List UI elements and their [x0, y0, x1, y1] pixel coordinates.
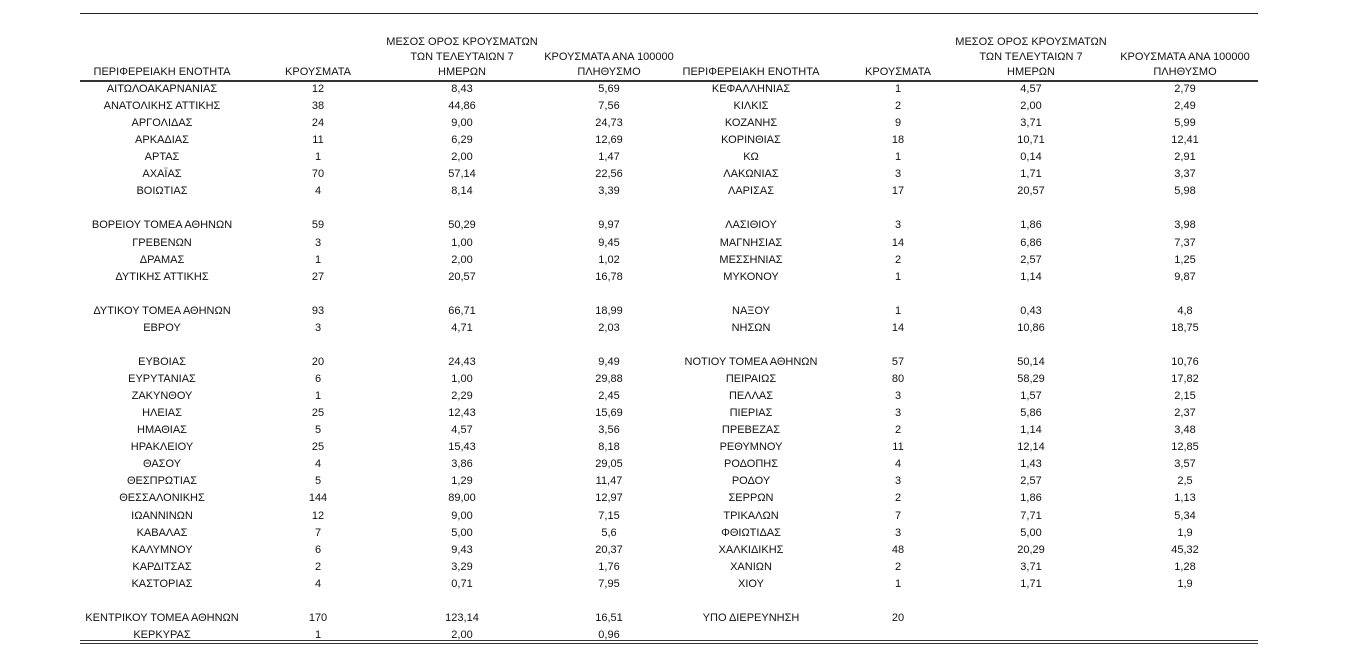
table-cell-per-100k: 15,69: [595, 407, 623, 420]
table-cell-region: ΘΕΣΣΑΛΟΝΙΚΗΣ: [119, 492, 205, 505]
table-cell-cases: 3: [894, 390, 902, 403]
header-per100k-line1: ΚΡΟΥΣΜΑΤΑ ΑΝΑ 100000: [1120, 51, 1250, 63]
table-cell-cases: 14: [891, 236, 905, 249]
table-cell-cases: 4: [314, 577, 322, 590]
table-cell-avg-7day: 20,57: [1017, 185, 1045, 198]
header-region-left: ΠΕΡΙΦΕΡΕΙΑΚΗ ΕΝΟΤΗΤΑ: [93, 66, 231, 78]
table-cell-cases: 80: [891, 373, 905, 386]
table-cell-avg-7day: 2,00: [451, 253, 473, 266]
table-cell-per-100k: 5,6: [601, 526, 617, 539]
header-cases-right: ΚΡΟΥΣΜΑΤΑ: [865, 66, 931, 78]
table-cell-avg-7day: 2,00: [451, 628, 473, 641]
table-cell-avg-7day: 0,14: [1020, 151, 1042, 164]
header-cases-left: ΚΡΟΥΣΜΑΤΑ: [285, 66, 351, 78]
table-cell-avg-7day: 89,00: [448, 492, 476, 505]
table-cell-cases: 2: [894, 560, 902, 573]
table-cell-per-100k: 18,75: [1171, 321, 1199, 334]
header-avg-line2: ΤΩΝ ΤΕΛΕΥΤΑΙΩΝ 7: [979, 51, 1083, 63]
table-cell-cases: 3: [894, 219, 902, 232]
table-cell-cases: 48: [891, 543, 905, 556]
table-cell-cases: 1: [314, 253, 322, 266]
table-cell-cases: 9: [894, 117, 902, 130]
table-cell-avg-7day: 20,29: [1017, 543, 1045, 556]
table-cell-region: ΡΕΘΥΜΝΟΥ: [719, 441, 783, 454]
header-rule: [80, 80, 1258, 82]
table-cell-region: ΚΕΝΤΡΙΚΟΥ ΤΟΜΕΑ ΑΘΗΝΩΝ: [85, 611, 239, 624]
table-cell-per-100k: 12,41: [1171, 134, 1199, 147]
table-cell-avg-7day: 10,71: [1017, 134, 1045, 147]
table-cell-region: ΑΡΤΑΣ: [144, 151, 180, 164]
table-cell-region: ΒΟΡΕΙΟΥ ΤΟΜΕΑ ΑΘΗΝΩΝ: [91, 219, 233, 232]
table-cell-cases: 170: [308, 611, 328, 624]
table-cell-avg-7day: 0,43: [1020, 304, 1042, 317]
table-cell-per-100k: 1,9: [1177, 577, 1193, 590]
header-avg-right: [955, 35, 1106, 80]
table-cell-avg-7day: 8,14: [451, 185, 473, 198]
table-cell-cases: 5: [314, 475, 322, 488]
table-cell-cases: 3: [894, 168, 902, 181]
table-cell-avg-7day: 44,86: [448, 100, 476, 113]
table-cell-cases: 3: [314, 236, 322, 249]
table-cell-cases: 7: [894, 509, 902, 522]
table-cell-avg-7day: 57,14: [448, 168, 476, 181]
table-cell-cases: 5: [314, 424, 322, 437]
header-per100k-left: [544, 50, 674, 80]
header-per100k-line2: ΠΛΗΘΥΣΜΟ: [1153, 66, 1217, 78]
table-cell-per-100k: 16,51: [595, 611, 623, 624]
table-cell-cases: 2: [314, 560, 322, 573]
table-cell-per-100k: 29,05: [595, 458, 623, 471]
table-cell-avg-7day: 8,43: [451, 83, 473, 95]
table-cell-avg-7day: 1,00: [451, 236, 473, 249]
table-cell-region: ΛΑΣΙΘΙΟΥ: [725, 219, 777, 232]
table-cell-per-100k: 7,15: [598, 509, 620, 522]
table-cell-region: ΠΕΙΡΑΙΩΣ: [725, 373, 777, 386]
table-cell-per-100k: 7,56: [598, 100, 620, 113]
table-cell-region: ΛΑΡΙΣΑΣ: [727, 185, 775, 198]
table-cell-region: ΚΕΡΚΥΡΑΣ: [133, 628, 191, 641]
table-cell-per-100k: 2,79: [1174, 83, 1196, 95]
top-rule: [80, 13, 1258, 14]
table-cell-region: ΑΝΑΤΟΛΙΚΗΣ ΑΤΤΙΚΗΣ: [103, 100, 221, 113]
table-cell-per-100k: 5,99: [1174, 117, 1196, 130]
table-cell-cases: 1: [894, 304, 902, 317]
table-cell-per-100k: 3,37: [1174, 168, 1196, 181]
table-cell-cases: 3: [314, 321, 322, 334]
table-cell-avg-7day: 2,00: [1020, 100, 1042, 113]
table-cell-per-100k: 3,56: [598, 424, 620, 437]
table-cell-region: ΑΡΓΟΛΙΔΑΣ: [131, 117, 193, 130]
table-cell-avg-7day: 1,71: [1020, 577, 1042, 590]
table-cell-per-100k: 1,02: [598, 253, 620, 266]
table-cell-per-100k: 12,69: [595, 134, 623, 147]
table-cell-per-100k: 1,47: [598, 151, 620, 164]
table-cell-region: ΒΟΙΩΤΙΑΣ: [136, 185, 188, 198]
table-cell-per-100k: 9,87: [1174, 270, 1196, 283]
table-cell-cases: 70: [311, 168, 325, 181]
table-cell-avg-7day: 50,29: [448, 219, 476, 232]
table-cell-avg-7day: 9,00: [451, 509, 473, 522]
table-cell-cases: 4: [314, 458, 322, 471]
table-cell-per-100k: 8,18: [598, 441, 620, 454]
table-cell-region: ΙΩΑΝΝΙΝΩΝ: [131, 509, 193, 522]
table-cell-region: ΑΡΚΑΔΙΑΣ: [135, 134, 189, 147]
table-cell-cases: 2: [894, 492, 902, 505]
header-avg-line2: ΤΩΝ ΤΕΛΕΥΤΑΙΩΝ 7: [410, 51, 514, 63]
table-cell-cases: 11: [892, 441, 904, 454]
table-cell-region: ΚΟΡΙΝΘΙΑΣ: [721, 134, 781, 147]
table-cell-per-100k: 4,8: [1177, 304, 1193, 317]
table-cell-avg-7day: 58,29: [1017, 373, 1045, 386]
table-cell-cases: 18: [891, 134, 905, 147]
table-cell-cases: 7: [314, 526, 322, 539]
table-cell-cases: 12: [311, 509, 325, 522]
table-cell-cases: 59: [311, 219, 325, 232]
table-cell-avg-7day: 1,43: [1020, 458, 1042, 471]
table-cell-avg-7day: 3,71: [1020, 117, 1042, 130]
table-cell-cases: 20: [311, 355, 325, 368]
table-cell-cases: 3: [894, 407, 902, 420]
table-cell-cases: 27: [311, 270, 325, 283]
table-cell-per-100k: 5,69: [598, 83, 620, 95]
table-cell-per-100k: 1,13: [1174, 492, 1196, 505]
table-cell-region: ΝΑΞΟΥ: [732, 304, 770, 317]
table-cell-avg-7day: 1,86: [1020, 492, 1042, 505]
table-cell-cases: 11: [312, 134, 324, 147]
table-cell-avg-7day: 0,71: [451, 577, 473, 590]
table-cell-avg-7day: 5,00: [451, 526, 473, 539]
table-cell-per-100k: 18,99: [595, 304, 623, 317]
table-cell-per-100k: 2,5: [1177, 475, 1193, 488]
table-cell-per-100k: 9,97: [598, 219, 620, 232]
table-cell-region: ΑΧΑΪΑΣ: [142, 168, 182, 181]
table-cell-cases: 3: [894, 475, 902, 488]
table-cell-region: ΕΥΒΟΙΑΣ: [138, 355, 186, 368]
table-cell-per-100k: 1,9: [1177, 526, 1193, 539]
table-cell-region: ΚΕΦΑΛΛΗΝΙΑΣ: [711, 83, 791, 95]
table-cell-per-100k: 1,76: [598, 560, 620, 573]
header-avg-line1: ΜΕΣΟΣ ΟΡΟΣ ΚΡΟΥΣΜΑΤΩΝ: [386, 36, 538, 48]
table-cell-cases: 25: [311, 407, 325, 420]
table-cell-avg-7day: 6,29: [451, 134, 473, 147]
bottom-double-rule: [80, 640, 1258, 644]
table-cell-cases: 2: [894, 424, 902, 437]
table-cell-avg-7day: 12,14: [1017, 441, 1045, 454]
table-cell-cases: 20: [891, 611, 905, 624]
table-cell-cases: 1: [894, 151, 902, 164]
header-avg-line3: ΗΜΕΡΩΝ: [1007, 66, 1055, 78]
table-cell-region: ΠΡΕΒΕΖΑΣ: [721, 424, 781, 437]
table-cell-cases: 1: [894, 83, 902, 95]
table-cell-avg-7day: 1,14: [1020, 270, 1042, 283]
table-cell-per-100k: 7,37: [1174, 236, 1196, 249]
table-cell-region: ΗΛΕΙΑΣ: [142, 407, 182, 420]
table-cell-avg-7day: 123,14: [445, 611, 479, 624]
table-cell-cases: 4: [314, 185, 322, 198]
table-cell-avg-7day: 9,43: [451, 543, 473, 556]
header-per100k-right: [1120, 50, 1250, 80]
table-cell-per-100k: 3,39: [598, 185, 620, 198]
table-cell-avg-7day: 3,86: [451, 458, 473, 471]
table-cell-avg-7day: 3,71: [1020, 560, 1042, 573]
header-avg-left: [386, 35, 537, 80]
table-cell-region: ΠΕΛΛΑΣ: [728, 390, 774, 403]
table-cell-avg-7day: 12,43: [448, 407, 476, 420]
table-cell-per-100k: 2,49: [1174, 100, 1196, 113]
table-cell-region: ΔΥΤΙΚΟΥ ΤΟΜΕΑ ΑΘΗΝΩΝ: [93, 304, 231, 317]
table-cell-per-100k: 24,73: [595, 117, 623, 130]
table-cell-region: ΜΑΓΝΗΣΙΑΣ: [719, 236, 783, 249]
table-cell-per-100k: 11,47: [595, 475, 623, 488]
table-cell-region: ΘΑΣΟΥ: [142, 458, 182, 471]
table-cell-cases: 14: [891, 321, 905, 334]
table-cell-region: ΠΙΕΡΙΑΣ: [729, 407, 773, 420]
table-cell-per-100k: 20,37: [595, 543, 623, 556]
header-region-right: ΠΕΡΙΦΕΡΕΙΑΚΗ ΕΝΟΤΗΤΑ: [682, 66, 820, 78]
table-cell-cases: 57: [891, 355, 905, 368]
table-cell-avg-7day: 66,71: [448, 304, 476, 317]
table-cell-region: ΜΥΚΟΝΟΥ: [723, 270, 779, 283]
table-cell-region: ΡΟΔΟΥ: [731, 475, 771, 488]
table-cell-region: ΦΘΙΩΤΙΔΑΣ: [721, 526, 781, 539]
table-cell-per-100k: 2,91: [1174, 151, 1196, 164]
table-cell-avg-7day: 4,71: [451, 321, 473, 334]
table-cell-avg-7day: 2,57: [1020, 475, 1042, 488]
table-cell-region: ΕΒΡΟΥ: [143, 321, 181, 334]
table-cell-region: ΔΡΑΜΑΣ: [139, 253, 185, 266]
header-per100k-line1: ΚΡΟΥΣΜΑΤΑ ΑΝΑ 100000: [544, 51, 674, 63]
table-cell-region: ΔΥΤΙΚΗΣ ΑΤΤΙΚΗΣ: [115, 270, 209, 283]
table-cell-cases: 3: [894, 526, 902, 539]
table-cell-region: ΘΕΣΠΡΩΤΙΑΣ: [126, 475, 198, 488]
table-cell-region: ΗΜΑΘΙΑΣ: [137, 424, 187, 437]
table-cell-region: ΚΙΛΚΙΣ: [733, 100, 769, 113]
header-avg-line1: ΜΕΣΟΣ ΟΡΟΣ ΚΡΟΥΣΜΑΤΩΝ: [955, 36, 1107, 48]
table-cell-avg-7day: 1,71: [1020, 168, 1042, 181]
table-cell-cases: 38: [311, 100, 325, 113]
table-cell-per-100k: 1,28: [1174, 560, 1196, 573]
table-cell-region: ΕΥΡΥΤΑΝΙΑΣ: [128, 373, 196, 386]
table-cell-per-100k: 0,96: [598, 628, 620, 641]
table-cell-avg-7day: 3,29: [451, 560, 473, 573]
table-cell-per-100k: 3,57: [1174, 458, 1196, 471]
table-cell-per-100k: 12,85: [1171, 441, 1199, 454]
table-cell-avg-7day: 24,43: [448, 355, 476, 368]
table-cell-per-100k: 10,76: [1171, 355, 1199, 368]
table-cell-region: ΖΑΚΥΝΘΟΥ: [131, 390, 193, 403]
table-cell-avg-7day: 4,57: [1020, 83, 1042, 95]
table-cell-region: ΜΕΣΣΗΝΙΑΣ: [719, 253, 783, 266]
table-cell-per-100k: 1,25: [1174, 253, 1196, 266]
table-cell-avg-7day: 5,00: [1020, 526, 1042, 539]
header-avg-line3: ΗΜΕΡΩΝ: [438, 66, 486, 78]
table-cell-avg-7day: 2,29: [451, 390, 473, 403]
table-cell-cases: 1: [894, 270, 902, 283]
table-cell-cases: 25: [311, 441, 325, 454]
table-cell-region: ΛΑΚΩΝΙΑΣ: [723, 168, 779, 181]
table-cell-per-100k: 9,49: [598, 355, 620, 368]
table-cell-cases: 2: [894, 100, 902, 113]
table-cell-region: ΚΑΒΑΛΑΣ: [136, 526, 188, 539]
table-cell-region: ΗΡΑΚΛΕΙΟΥ: [130, 441, 194, 454]
table-cell-cases: 6: [314, 543, 322, 556]
table-cell-region: ΚΑΣΤΟΡΙΑΣ: [131, 577, 193, 590]
table-cell-region: ΝΟΤΙΟΥ ΤΟΜΕΑ ΑΘΗΝΩΝ: [684, 355, 818, 368]
table-cell-region: ΥΠΟ ΔΙΕΡΕΥΝΗΣΗ: [702, 611, 800, 624]
table-cell-avg-7day: 50,14: [1017, 355, 1045, 368]
header-per100k-line2: ΠΛΗΘΥΣΜΟ: [577, 66, 641, 78]
table-cell-avg-7day: 15,43: [448, 441, 476, 454]
table-cell-per-100k: 2,15: [1174, 390, 1196, 403]
table-cell-cases: 2: [894, 253, 902, 266]
table-cell-avg-7day: 9,00: [451, 117, 473, 130]
table-cell-region: ΚΟΖΑΝΗΣ: [724, 117, 778, 130]
table-cell-region: ΝΗΣΩΝ: [731, 321, 771, 334]
table-cell-region: ΚΩ: [743, 151, 759, 164]
table-cell-region: ΑΙΤΩΛΟΑΚΑΡΝΑΝΙΑΣ: [106, 83, 218, 95]
table-cell-per-100k: 2,03: [598, 321, 620, 334]
table-cell-avg-7day: 1,29: [451, 475, 473, 488]
table-cell-avg-7day: 1,00: [451, 373, 473, 386]
table-cell-per-100k: 45,32: [1171, 543, 1199, 556]
table-cell-cases: 12: [311, 83, 325, 95]
table-cell-per-100k: 5,34: [1174, 509, 1196, 522]
table-cell-per-100k: 7,95: [598, 577, 620, 590]
table-cell-region: ΓΡΕΒΕΝΩΝ: [132, 236, 192, 249]
table-cell-per-100k: 16,78: [595, 270, 623, 283]
table-cell-cases: 1: [314, 390, 322, 403]
table-cell-avg-7day: 10,86: [1017, 321, 1045, 334]
table-cell-cases: 6: [314, 373, 322, 386]
table-cell-avg-7day: 4,57: [451, 424, 473, 437]
table-cell-region: ΣΕΡΡΩΝ: [728, 492, 774, 505]
table-cell-per-100k: 17,82: [1171, 373, 1199, 386]
table-cell-region: ΧΑΛΚΙΔΙΚΗΣ: [718, 543, 784, 556]
table-cell-region: ΚΑΛΥΜΝΟΥ: [131, 543, 193, 556]
table-cell-cases: 4: [894, 458, 902, 471]
table-cell-per-100k: 12,97: [595, 492, 623, 505]
table-cell-cases: 17: [891, 185, 905, 198]
table-cell-cases: 1: [314, 628, 322, 641]
table-cell-per-100k: 2,37: [1174, 407, 1196, 420]
table-cell-per-100k: 3,98: [1174, 219, 1196, 232]
table-cell-avg-7day: 1,57: [1020, 390, 1042, 403]
table-cell-avg-7day: 2,57: [1020, 253, 1042, 266]
table-cell-cases: 93: [311, 304, 325, 317]
table-cell-cases: 24: [311, 117, 325, 130]
table-cell-cases: 1: [314, 151, 322, 164]
table-cell-per-100k: 5,98: [1174, 185, 1196, 198]
table-cell-region: ΡΟΔΟΠΗΣ: [723, 458, 779, 471]
table-cell-per-100k: 22,56: [595, 168, 623, 181]
table-cell-region: ΧΑΝΙΩΝ: [730, 560, 772, 573]
table-cell-avg-7day: 7,71: [1020, 509, 1042, 522]
table-cell-cases: 144: [308, 492, 328, 505]
table-cell-region: ΚΑΡΔΙΤΣΑΣ: [132, 560, 192, 573]
table-cell-per-100k: 29,88: [595, 373, 623, 386]
table-cell-avg-7day: 2,00: [451, 151, 473, 164]
table-cell-avg-7day: 6,86: [1020, 236, 1042, 249]
table-cell-avg-7day: 1,86: [1020, 219, 1042, 232]
table-cell-region: ΤΡΙΚΑΛΩΝ: [723, 509, 779, 522]
table-cell-region: ΧΙΟΥ: [738, 577, 764, 590]
table-cell-avg-7day: 20,57: [448, 270, 476, 283]
table-cell-per-100k: 2,45: [598, 390, 620, 403]
table-cell-avg-7day: 1,14: [1020, 424, 1042, 437]
table-cell-per-100k: 9,45: [598, 236, 620, 249]
table-cell-cases: 1: [894, 577, 902, 590]
table-cell-avg-7day: 5,86: [1020, 407, 1042, 420]
table-cell-per-100k: 3,48: [1174, 424, 1196, 437]
